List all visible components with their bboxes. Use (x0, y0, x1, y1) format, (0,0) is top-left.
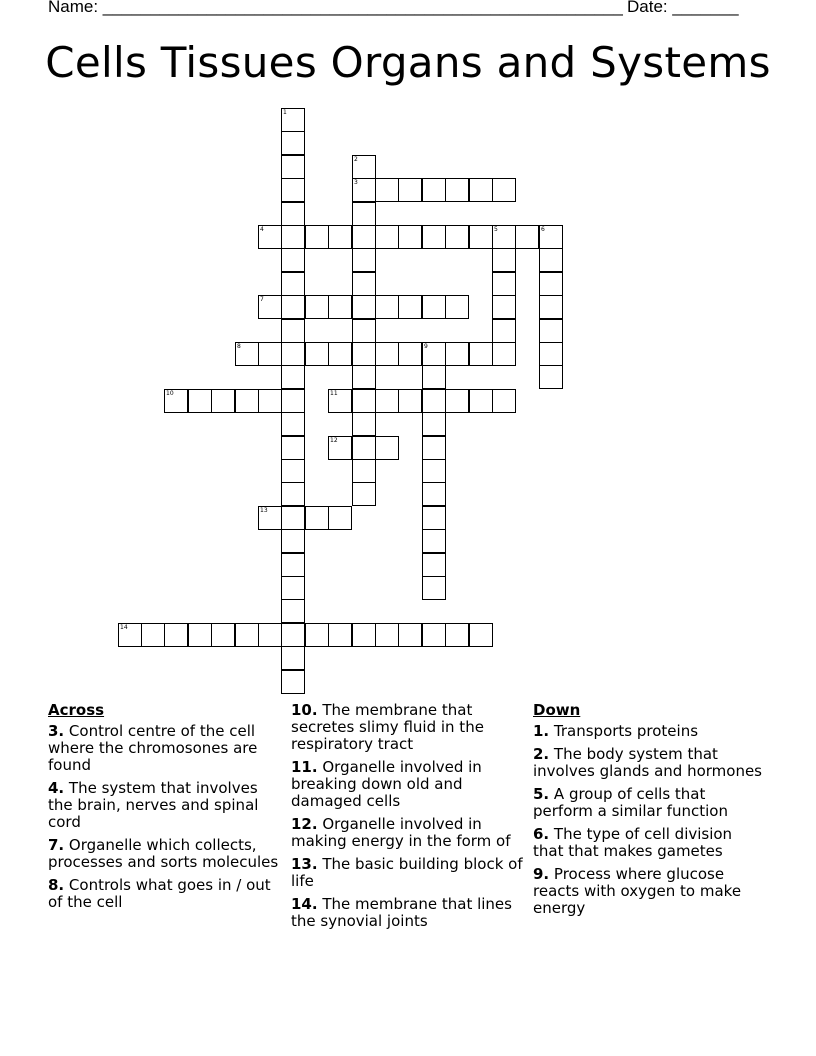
crossword-cell[interactable] (164, 623, 188, 647)
crossword-cell[interactable] (422, 576, 446, 600)
crossword-cell[interactable] (422, 553, 446, 577)
clue-number: 10 (166, 390, 174, 397)
crossword-cell[interactable] (352, 482, 376, 506)
crossword-cell[interactable] (375, 389, 399, 413)
crossword-cell[interactable] (281, 272, 305, 296)
crossword-cell[interactable] (352, 155, 376, 179)
crossword-cell[interactable] (469, 389, 493, 413)
clue-number: 6 (541, 226, 545, 233)
crossword-cell[interactable] (352, 459, 376, 483)
crossword-cell[interactable] (281, 202, 305, 226)
clue-number: 1 (283, 109, 287, 116)
crossword-cell[interactable] (352, 623, 376, 647)
crossword-cell[interactable] (445, 623, 469, 647)
crossword-cell[interactable] (398, 389, 422, 413)
crossword-cell[interactable] (281, 155, 305, 179)
crossword-cell[interactable] (281, 342, 305, 366)
crossword-cell[interactable] (328, 623, 352, 647)
clue-number: 9 (424, 343, 428, 350)
crossword-cell[interactable] (352, 389, 376, 413)
clue-across-10: 10. The membrane that secretes slimy fluid in the respiratory tract (291, 701, 484, 753)
crossword-cell[interactable] (445, 389, 469, 413)
crossword-cell[interactable] (398, 178, 422, 202)
crossword-cell[interactable] (422, 365, 446, 389)
crossword-cell[interactable] (375, 623, 399, 647)
crossword-cell[interactable] (469, 623, 493, 647)
crossword-cell[interactable] (375, 436, 399, 460)
crossword-cell[interactable] (328, 506, 352, 530)
crossword-cell[interactable] (422, 506, 446, 530)
crossword-cell[interactable] (281, 459, 305, 483)
crossword-cell[interactable] (539, 319, 563, 343)
crossword-cell[interactable] (281, 436, 305, 460)
clue-down-1: 1. Transports proteins (533, 722, 699, 740)
crossword-cell[interactable] (258, 623, 282, 647)
clue-number: 8 (237, 343, 241, 350)
crossword-cell[interactable] (352, 202, 376, 226)
across-clues-column-1 (48, 702, 280, 917)
crossword-cell[interactable] (492, 272, 516, 296)
crossword-cell[interactable] (281, 319, 305, 343)
crossword-cell[interactable] (281, 295, 305, 319)
crossword-cell[interactable] (211, 389, 235, 413)
clue-across-7: 7. Organelle which collects, processes and sorts molecules (48, 836, 279, 871)
crossword-cell[interactable] (281, 670, 305, 694)
crossword-cell[interactable] (281, 365, 305, 389)
clue-down-5: 5. A group of cells that perform a similar function (533, 785, 728, 820)
crossword-cell[interactable] (492, 319, 516, 343)
crossword-cell[interactable] (235, 342, 259, 366)
crossword-cell[interactable] (164, 389, 188, 413)
clue-across-12: 12. Organelle involved in making energy in the form of (291, 815, 511, 850)
page-title: Cells Tissues Organs and Systems (45, 38, 771, 87)
crossword-cell[interactable] (281, 646, 305, 670)
crossword-cell[interactable] (469, 342, 493, 366)
crossword-cell[interactable] (422, 295, 446, 319)
crossword-cell[interactable] (281, 131, 305, 155)
crossword-cell[interactable] (328, 342, 352, 366)
crossword-cell[interactable] (235, 389, 259, 413)
crossword-cell[interactable] (258, 225, 282, 249)
clue-across-13: 13. The basic building block of life (291, 855, 523, 890)
crossword-cell[interactable] (281, 529, 305, 553)
crossword-cell[interactable] (375, 225, 399, 249)
clue-across-8: 8. Controls what goes in / out of the cell (48, 876, 271, 911)
crossword-cell[interactable] (539, 365, 563, 389)
crossword-cell[interactable] (445, 178, 469, 202)
crossword-cell[interactable] (281, 482, 305, 506)
crossword-cell[interactable] (118, 623, 142, 647)
date-field-label: Date: _______ (627, 0, 739, 16)
crossword-cell[interactable] (539, 225, 563, 249)
crossword-cell[interactable] (188, 389, 212, 413)
crossword-cell[interactable] (281, 599, 305, 623)
across-heading: Across (48, 701, 105, 719)
crossword-cell[interactable] (305, 623, 329, 647)
clue-number: 11 (330, 390, 338, 397)
crossword-cell[interactable] (141, 623, 165, 647)
crossword-cell[interactable] (492, 248, 516, 272)
crossword-cell[interactable] (328, 389, 352, 413)
clue-number: 3 (354, 179, 358, 186)
crossword-cell[interactable] (258, 342, 282, 366)
clue-down-9: 9. Process where glucose reacts with oxygen to make energy (533, 865, 742, 917)
crossword-cell[interactable] (352, 178, 376, 202)
clue-across-3: 3. Control centre of the cell where the chromosones are found (48, 722, 258, 774)
name-field-label: Name: _______________________________________________________ (48, 0, 623, 16)
crossword-cell[interactable] (539, 272, 563, 296)
crossword-cell[interactable] (281, 389, 305, 413)
clue-number: 4 (260, 226, 264, 233)
crossword-cell[interactable] (422, 529, 446, 553)
crossword-cell[interactable] (422, 342, 446, 366)
clue-number: 2 (354, 156, 358, 163)
crossword-cell[interactable] (281, 623, 305, 647)
crossword-cell[interactable] (281, 225, 305, 249)
crossword-cell[interactable] (258, 295, 282, 319)
crossword-cell[interactable] (281, 506, 305, 530)
crossword-cell[interactable] (422, 225, 446, 249)
crossword-cell[interactable] (352, 412, 376, 436)
crossword-cell[interactable] (422, 482, 446, 506)
crossword-cell[interactable] (492, 178, 516, 202)
crossword-cell[interactable] (328, 295, 352, 319)
crossword-cell[interactable] (422, 436, 446, 460)
clue-across-4: 4. The system that involves the brain, nerves and spinal cord (48, 779, 259, 831)
crossword-cell[interactable] (422, 412, 446, 436)
crossword-cell[interactable] (539, 248, 563, 272)
crossword-cell[interactable] (258, 389, 282, 413)
crossword-cell[interactable] (398, 623, 422, 647)
crossword-cell[interactable] (375, 178, 399, 202)
down-clues-column (533, 702, 763, 923)
crossword-cell[interactable] (235, 623, 259, 647)
crossword-cell[interactable] (352, 342, 376, 366)
crossword-cell[interactable] (422, 459, 446, 483)
crossword-cell[interactable] (539, 342, 563, 366)
crossword-cell[interactable] (398, 295, 422, 319)
crossword-cell[interactable] (352, 365, 376, 389)
clue-number: 13 (260, 507, 268, 514)
crossword-cell[interactable] (375, 295, 399, 319)
crossword-cell[interactable] (211, 623, 235, 647)
clue-number: 5 (494, 226, 498, 233)
crossword-cell[interactable] (281, 412, 305, 436)
clue-number: 14 (120, 624, 128, 631)
crossword-cell[interactable] (515, 225, 539, 249)
crossword-cell[interactable] (188, 623, 212, 647)
crossword-cell[interactable] (328, 436, 352, 460)
crossword-cell[interactable] (469, 178, 493, 202)
crossword-cell[interactable] (492, 225, 516, 249)
crossword-cell[interactable] (492, 295, 516, 319)
clue-across-11: 11. Organelle involved in breaking down old and damaged cells (291, 758, 482, 810)
crossword-cell[interactable] (305, 225, 329, 249)
crossword-cell[interactable] (352, 319, 376, 343)
crossword-cell[interactable] (492, 342, 516, 366)
clue-across-14: 14. The membrane that lines the synovial joints (291, 895, 512, 930)
crossword-cell[interactable] (258, 506, 282, 530)
crossword-cell[interactable] (539, 295, 563, 319)
clue-number: 7 (260, 296, 264, 303)
crossword-cell[interactable] (492, 389, 516, 413)
crossword-cell[interactable] (281, 553, 305, 577)
crossword-cell[interactable] (352, 248, 376, 272)
clue-down-6: 6. The type of cell division that that makes gametes (533, 825, 733, 860)
crossword-cell[interactable] (352, 436, 376, 460)
crossword-cell[interactable] (422, 178, 446, 202)
crossword-cell[interactable] (281, 576, 305, 600)
crossword-cell[interactable] (398, 342, 422, 366)
crossword-cell[interactable] (305, 342, 329, 366)
crossword-cell[interactable] (375, 342, 399, 366)
clue-number: 12 (330, 437, 338, 444)
crossword-cell[interactable] (305, 506, 329, 530)
crossword-cell[interactable] (445, 342, 469, 366)
crossword-cell[interactable] (305, 295, 329, 319)
clue-down-2: 2. The body system that involves glands and hormones (533, 745, 762, 780)
crossword-cell[interactable] (352, 225, 376, 249)
crossword-cell[interactable] (469, 225, 493, 249)
crossword-cell[interactable] (422, 389, 446, 413)
crossword-cell[interactable] (281, 178, 305, 202)
crossword-cell[interactable] (281, 248, 305, 272)
crossword-cell[interactable] (422, 623, 446, 647)
across-clues-column-2 (291, 702, 527, 936)
crossword-cell[interactable] (445, 225, 469, 249)
crossword-cell[interactable] (352, 272, 376, 296)
crossword-cell[interactable] (328, 225, 352, 249)
crossword-cell[interactable] (445, 295, 469, 319)
down-heading: Down (533, 701, 581, 719)
crossword-cell[interactable] (398, 225, 422, 249)
crossword-cell[interactable] (281, 108, 305, 132)
crossword-cell[interactable] (352, 295, 376, 319)
